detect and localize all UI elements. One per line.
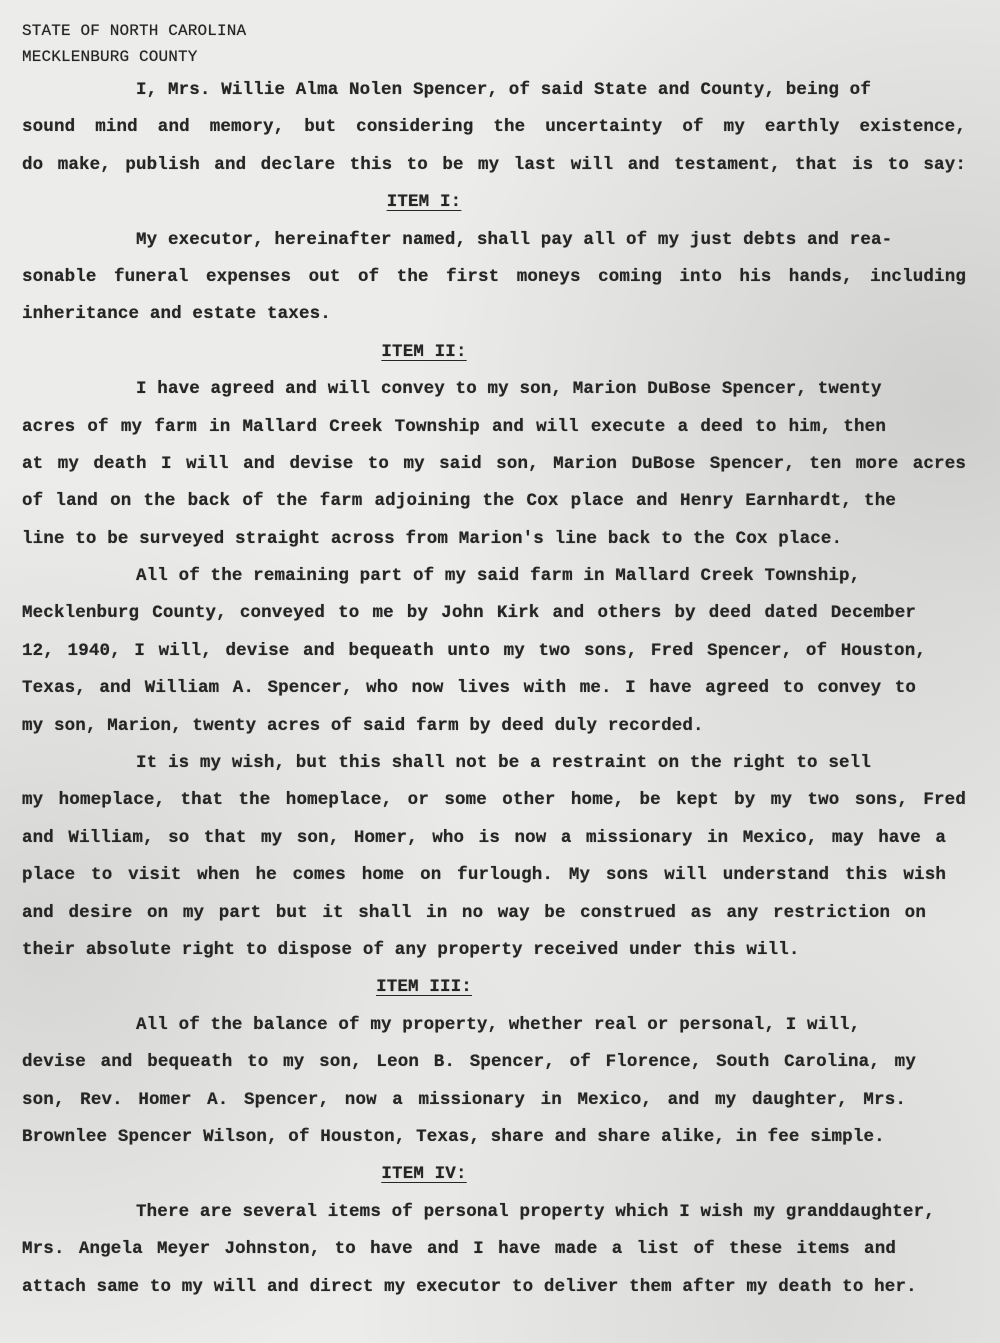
- paragraph-line: Mecklenburg County, conveyed to me by John Kirk and others by deed dated December: [22, 603, 916, 624]
- county-heading: MECKLENBURG COUNTY: [22, 48, 198, 66]
- intro-line: do make, publish and declare this to be my last will and testament, that is to say:: [22, 154, 966, 175]
- paragraph-line: at my death I will and devise to my said son, Marion DuBose Spencer, ten more acres: [22, 453, 966, 474]
- item-heading: ITEM II:: [381, 341, 467, 362]
- paragraph-line: of land on the back of the farm adjoining the Cox place and Henry Earnhardt, the: [22, 491, 896, 512]
- paragraph-line: devise and bequeath to my son, Leon B. Spencer, of Florence, South Carolina, my: [22, 1052, 916, 1073]
- intro-line: I, Mrs. Willie Alma Nolen Spencer, of said State and County, being of: [136, 80, 871, 100]
- paragraph-line: son, Rev. Homer A. Spencer, now a missionary in Mexico, and my daughter, Mrs.: [22, 1089, 906, 1110]
- paragraph-line: I have agreed and will convey to my son, Marion DuBose Spencer, twenty: [136, 379, 882, 400]
- paragraph-line: their absolute right to dispose of any property received under this will.: [22, 939, 800, 960]
- paragraph-line: All of the remaining part of my said farm in Mallard Creek Township,: [136, 566, 861, 587]
- item-heading: ITEM III:: [376, 977, 472, 998]
- paragraph-line: Mrs. Angela Meyer Johnston, to have and I have made a list of these items and: [22, 1239, 896, 1260]
- paragraph-line: acres of my farm in Mallard Creek Township and will execute a deed to him, then: [22, 416, 886, 437]
- paragraph-line: place to visit when he comes home on furlough. My sons will understand this wish: [22, 865, 946, 886]
- paragraph-line: and William, so that my son, Homer, who is now a missionary in Mexico, may have a: [22, 827, 946, 848]
- state-heading: STATE OF NORTH CAROLINA: [22, 22, 247, 40]
- paragraph-line: sonable funeral expenses out of the first moneys coming into his hands, including: [22, 266, 966, 287]
- item-heading: ITEM I:: [386, 192, 462, 213]
- paragraph-line: 12, 1940, I will, devise and bequeath unto my two sons, Fred Spencer, of Houston,: [22, 640, 926, 661]
- paragraph-line: inheritance and estate taxes.: [22, 304, 331, 325]
- intro-line: sound mind and memory, but considering the uncertainty of my earthly existence,: [22, 117, 966, 138]
- paragraph-line: my homeplace, that the homeplace, or some other home, be kept by my two sons, Fred: [22, 790, 966, 811]
- paragraph-line: Texas, and William A. Spencer, who now lives with me. I have agreed to convey to: [22, 678, 916, 699]
- paragraph-line: It is my wish, but this shall not be a restraint on the right to sell: [136, 753, 871, 774]
- paragraph-line: My executor, hereinafter named, shall pay all of my just debts and rea-: [136, 229, 893, 250]
- paragraph-line: Brownlee Spencer Wilson, of Houston, Texas, share and share alike, in fee simple.: [22, 1126, 885, 1147]
- paragraph-line: attach same to my will and direct my executor to deliver them after my death to her.: [22, 1276, 917, 1297]
- item-heading: ITEM IV:: [381, 1164, 467, 1185]
- paragraph-line: and desire on my part but it shall in no way be construed as any restriction on: [22, 902, 926, 923]
- paragraph-line: my son, Marion, twenty acres of said farm by deed duly recorded.: [22, 715, 704, 736]
- paragraph-line: All of the balance of my property, whether real or personal, I will,: [136, 1014, 861, 1035]
- paragraph-line: line to be surveyed straight across from Marion's line back to the Cox place.: [22, 528, 843, 549]
- paragraph-line: There are several items of personal property which I wish my granddaughter,: [136, 1201, 935, 1222]
